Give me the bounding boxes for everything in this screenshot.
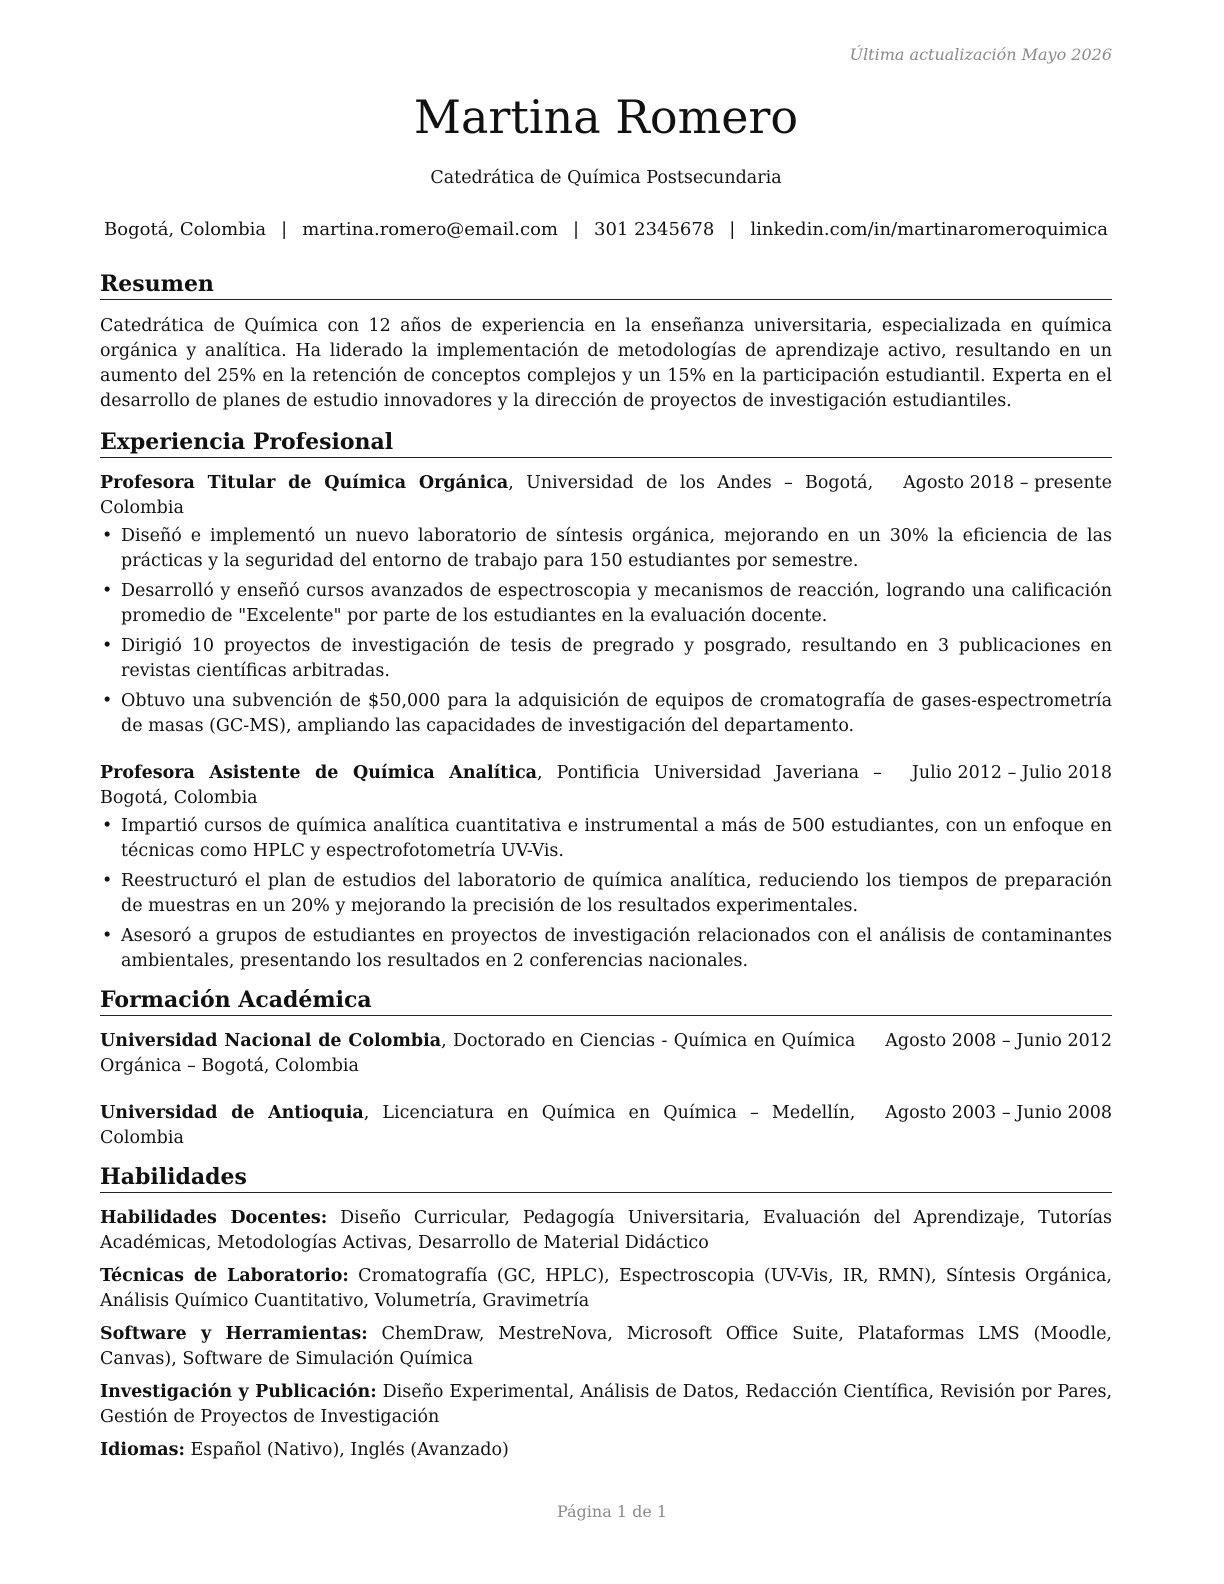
- education-institution: Universidad de Antioquia: [100, 1103, 364, 1123]
- skill-item: [100, 1264, 1112, 1314]
- contact-linkedin[interactable]: linkedin.com/in/martinaromeroquimica: [750, 219, 1108, 240]
- experience-role-line: [100, 471, 881, 521]
- skill-item: [100, 1380, 1112, 1430]
- experience-bullet: [100, 924, 1112, 974]
- skill-value: ChemDraw, MestreNova, Microsoft Office Suite, Plataformas LMS (Moodle, Canvas), Software de Simulación Química: [100, 1324, 1112, 1369]
- education-line: [100, 1101, 863, 1151]
- experience-dates: Julio 2012 – Julio 2018: [911, 763, 1112, 783]
- skill-label: Software y Herramientas:: [100, 1324, 368, 1344]
- education-entry: [100, 1029, 1112, 1079]
- candidate-title: Catedrática de Química Postsecundaria: [430, 168, 782, 188]
- bullet-icon: •: [102, 526, 113, 546]
- bullet-icon: •: [102, 691, 113, 711]
- experience-bullet-text: Asesoró a grupos de estudiantes en proyectos de investigación relacionados con el análisis de contaminantes ambientales, presentando los resultados en 2 conferencias nacionales.: [121, 926, 1112, 971]
- skill-label: Técnicas de Laboratorio:: [100, 1266, 349, 1286]
- education-degree: , Licenciatura en Química en Química – Medellín, Colombia: [100, 1103, 856, 1148]
- experience-entry-header: [100, 761, 1112, 811]
- contact-separator: |: [729, 219, 736, 240]
- experience-entry-header: [100, 471, 1112, 521]
- resume-body: [100, 270, 1112, 1475]
- experience-bullet-list: [100, 524, 1112, 739]
- contact-separator: |: [281, 219, 288, 240]
- page-number: Página 1 de 1: [556, 1502, 668, 1521]
- contact-email[interactable]: martina.romero@email.com: [302, 219, 558, 240]
- experience-bullet-text: Obtuvo una subvención de $50,000 para la adquisición de equipos de cromatografía de gases-espectrometría de masas (GC-MS), ampliando las capacidades de investigación del departamento.: [121, 691, 1112, 736]
- bullet-icon: •: [102, 581, 113, 601]
- experience-bullet: [100, 524, 1112, 574]
- experience-bullet: [100, 814, 1112, 864]
- experience-bullet: [100, 579, 1112, 629]
- experience-bullet-text: Dirigió 10 proyectos de investigación de tesis de pregrado y posgrado, resultando en 3 publicaciones en revistas científicas arbitradas.: [121, 636, 1112, 681]
- bullet-icon: •: [102, 636, 113, 656]
- last-updated-note: Última actualización Mayo 2026: [849, 45, 1112, 64]
- education-institution: Universidad Nacional de Colombia: [100, 1031, 442, 1051]
- skill-value: Español (Nativo), Inglés (Avanzado): [184, 1440, 509, 1460]
- bullet-icon: •: [102, 816, 113, 836]
- contact-line: [100, 219, 1112, 240]
- education-entry-header: [100, 1101, 1112, 1151]
- education-degree: , Doctorado en Ciencias - Química en Química Orgánica – Bogotá, Colombia: [100, 1031, 856, 1076]
- experience-bullet: [100, 634, 1112, 684]
- skill-value: Diseño Experimental, Análisis de Datos, Redacción Científica, Revisión por Pares, Gestión de Proyectos de Investigación: [100, 1382, 1113, 1427]
- candidate-name: Martina Romero: [413, 90, 799, 144]
- section-title-experience: Experiencia Profesional: [100, 428, 1112, 458]
- section-title-summary: Resumen: [100, 270, 1112, 300]
- summary-text: Catedrática de Química con 12 años de experiencia en la enseñanza universitaria, especializada en química orgánica y analítica. Ha liderado la implementación de metodologías de aprendizaje activo, resultando en un aumento del 25% en la retención de conceptos complejos y un 15% en la participación estudiantil. Experta en el desarrollo de planes de estudio innovadores y la dirección de proyectos de investigación estudiantiles.: [100, 316, 1112, 411]
- bullet-icon: •: [102, 926, 113, 946]
- experience-bullet-text: Impartió cursos de química analítica cuantitativa e instrumental a más de 500 estudiantes, con un enfoque en técnicas como HPLC y espectrofotometría UV-Vis.: [121, 816, 1112, 861]
- summary-section: [100, 270, 1112, 414]
- experience-organization: , Universidad de los Andes – Bogotá, Colombia: [100, 473, 874, 518]
- skill-label: Habilidades Docentes:: [100, 1208, 328, 1228]
- skill-label: Idiomas:: [100, 1440, 185, 1460]
- education-line: [100, 1029, 863, 1079]
- skill-item: [100, 1438, 1112, 1463]
- experience-section: [100, 428, 1112, 974]
- contact-location: Bogotá, Colombia: [104, 219, 267, 240]
- experience-organization: , Pontificia Universidad Javeriana – Bogotá, Colombia: [100, 763, 882, 808]
- bullet-icon: •: [102, 871, 113, 891]
- education-entry: [100, 1101, 1112, 1151]
- experience-bullet-list: [100, 814, 1112, 974]
- skill-item: [100, 1322, 1112, 1372]
- skill-value: Diseño Curricular, Pedagogía Universitaria, Evaluación del Aprendizaje, Tutorías Académicas, Metodologías Activas, Desarrollo de Material Didáctico: [100, 1208, 1112, 1253]
- section-title-skills: Habilidades: [100, 1163, 1112, 1193]
- experience-bullet-text: Diseñó e implementó un nuevo laboratorio de síntesis orgánica, mejorando en un 30% la eficiencia de las prácticas y la seguridad del entorno de trabajo para 150 estudiantes por semestre.: [121, 526, 1112, 571]
- experience-bullet: [100, 869, 1112, 919]
- experience-role-line: [100, 761, 890, 811]
- skill-item: [100, 1206, 1112, 1256]
- contact-phone: 301 2345678: [594, 219, 715, 240]
- experience-bullet-text: Desarrolló y enseñó cursos avanzados de espectroscopia y mecanismos de reacción, logrando una calificación promedio de "Excelente" por parte de los estudiantes en la evaluación docente.: [121, 581, 1112, 626]
- experience-entry: [100, 761, 1112, 974]
- experience-entry: [100, 471, 1112, 739]
- section-title-education: Formación Académica: [100, 986, 1112, 1016]
- education-entry-header: [100, 1029, 1112, 1079]
- experience-dates: Agosto 2018 – presente: [903, 473, 1112, 493]
- education-dates: Agosto 2003 – Junio 2008: [885, 1103, 1112, 1123]
- experience-bullet-text: Reestructuró el plan de estudios del laboratorio de química analítica, reduciendo los tiempos de preparación de muestras en un 20% y mejorando la precisión de los resultados experimentales.: [121, 871, 1112, 916]
- skill-value: Cromatografía (GC, HPLC), Espectroscopia (UV-Vis, IR, RMN), Síntesis Orgánica, Análisis Químico Cuantitativo, Volumetría, Gravimetría: [100, 1266, 1112, 1311]
- experience-role: Profesora Asistente de Química Analítica: [100, 763, 537, 783]
- skill-label: Investigación y Publicación:: [100, 1382, 377, 1402]
- education-section: [100, 986, 1112, 1151]
- experience-bullet: [100, 689, 1112, 739]
- skills-section: [100, 1163, 1112, 1463]
- contact-separator: |: [572, 219, 580, 240]
- experience-role: Profesora Titular de Química Orgánica: [100, 473, 509, 493]
- education-dates: Agosto 2008 – Junio 2012: [885, 1031, 1112, 1051]
